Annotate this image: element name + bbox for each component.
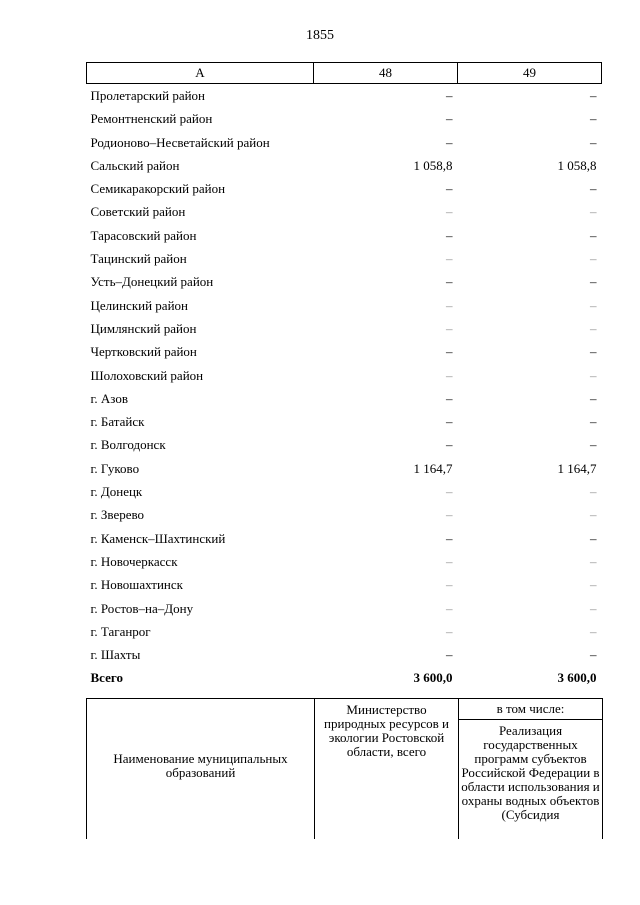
municipality-name: Цимлянский район — [90, 320, 197, 336]
municipality-name: г. Волгодонск — [90, 437, 166, 453]
municipality-name: г. Шахты — [90, 647, 141, 663]
value-col-49: – — [590, 600, 597, 616]
value-col-49: – — [590, 530, 597, 546]
municipality-name: г. Донецк — [90, 484, 143, 500]
value-col-49: – — [590, 88, 597, 103]
header-municipality-cell — [87, 699, 315, 839]
total-col-49: 3 600,0 — [557, 670, 597, 686]
municipality-name: Тацинский район — [90, 251, 187, 267]
municipality-name: г. Таганрог — [90, 623, 151, 639]
table-row — [87, 387, 602, 410]
table-row — [87, 224, 602, 247]
value-col-49: – — [590, 507, 597, 523]
value-col-49: – — [590, 437, 597, 453]
value-col-48: – — [446, 134, 453, 150]
table-row — [87, 294, 602, 317]
value-col-48: – — [446, 111, 453, 127]
value-col-49: – — [590, 204, 597, 220]
value-col-49: – — [590, 553, 597, 569]
municipality-name: г. Батайск — [90, 414, 145, 430]
value-col-49: 1 058,8 — [557, 157, 597, 173]
value-col-48: – — [446, 647, 453, 663]
table-row — [87, 107, 602, 130]
header-including-cell — [459, 699, 602, 839]
value-col-49: – — [590, 251, 597, 267]
total-label: Всего — [90, 670, 123, 686]
value-col-48: – — [446, 390, 453, 406]
municipality-name: Сальский район — [90, 157, 180, 173]
municipality-name: г. Новошахтинск — [90, 577, 183, 593]
table-row — [87, 177, 602, 200]
municipality-name: Шолоховский район — [90, 367, 204, 383]
table-row — [87, 573, 602, 596]
value-col-49: – — [590, 484, 597, 500]
value-col-49: – — [590, 344, 597, 360]
header-col-a: А — [87, 63, 314, 84]
value-col-49: – — [590, 390, 597, 406]
table-row — [87, 270, 602, 293]
table-row — [87, 480, 602, 503]
value-col-49: – — [590, 367, 597, 383]
value-col-48: – — [446, 367, 453, 383]
municipality-name: Усть–Донецкий район — [90, 274, 214, 290]
table-row — [87, 84, 602, 108]
value-col-48: 1 164,7 — [413, 460, 453, 476]
value-col-49: – — [590, 623, 597, 639]
value-col-48: – — [446, 553, 453, 569]
municipality-name: Ремонтненский район — [90, 111, 213, 127]
table-row — [87, 527, 602, 550]
municipality-name: Чертковский район — [90, 344, 197, 360]
value-col-48: – — [446, 484, 453, 500]
header-ministry-label: Министерство природных ресурсов и экологии Ростовской области, всего — [324, 702, 449, 759]
value-col-48: – — [446, 274, 453, 290]
value-col-49: – — [590, 320, 597, 336]
value-col-49: 1 164,7 — [557, 460, 597, 476]
value-col-48: – — [446, 181, 453, 197]
table-row — [87, 200, 602, 223]
value-col-48: – — [446, 344, 453, 360]
value-col-48: – — [446, 227, 453, 243]
value-col-48: – — [446, 88, 453, 103]
municipality-name: г. Гуково — [90, 460, 140, 476]
table-row — [87, 131, 602, 154]
municipality-name: г. Азов — [90, 390, 128, 406]
total-col-48: 3 600,0 — [413, 670, 453, 686]
next-table-header — [86, 698, 603, 839]
value-col-49: – — [590, 181, 597, 197]
table-header — [87, 63, 602, 84]
municipality-name: г. Новочеркасск — [90, 553, 178, 569]
table-row — [87, 597, 602, 620]
table-row — [87, 154, 602, 177]
value-col-48: – — [446, 623, 453, 639]
value-col-49: – — [590, 414, 597, 430]
value-col-48: – — [446, 437, 453, 453]
municipality-name: Тарасовский район — [90, 227, 197, 243]
municipality-name: г. Ростов–на–Дону — [90, 600, 194, 616]
value-col-49: – — [590, 647, 597, 663]
page-number: 1855 — [306, 28, 334, 43]
value-col-48: – — [446, 251, 453, 267]
value-col-48: – — [446, 600, 453, 616]
municipality-name: Родионово–Несветайский район — [90, 134, 270, 150]
header-ministry-cell — [315, 699, 459, 839]
table-row — [87, 550, 602, 573]
municipality-name: г. Зверево — [90, 507, 145, 523]
value-col-48: 1 058,8 — [413, 157, 453, 173]
municipality-name: Семикаракорский район — [90, 181, 226, 197]
value-col-48: – — [446, 577, 453, 593]
municipality-name: Пролетарский район — [90, 88, 206, 103]
value-col-48: – — [446, 204, 453, 220]
table-row — [87, 503, 602, 526]
table-body — [87, 84, 602, 690]
table-row — [87, 457, 602, 480]
value-col-49: – — [590, 227, 597, 243]
header-including-label: в том числе: — [459, 699, 602, 720]
value-col-49: – — [590, 274, 597, 290]
value-col-49: – — [590, 297, 597, 313]
value-col-49: – — [590, 111, 597, 127]
data-table — [86, 62, 602, 690]
table-row — [87, 340, 602, 363]
value-col-48: – — [446, 297, 453, 313]
municipality-name: Советский район — [90, 204, 186, 220]
table-row — [87, 364, 602, 387]
table-row — [87, 433, 602, 456]
header-col-49: 49 — [458, 63, 602, 84]
value-col-48: – — [446, 414, 453, 430]
value-col-48: – — [446, 320, 453, 336]
municipality-name: Целинский район — [90, 297, 188, 313]
total-row — [87, 666, 602, 689]
header-program-label: Реализация государственных программ субъектов Российской Федерации в области использования и охраны водных объектов (Субсидия — [461, 723, 600, 822]
table-row — [87, 410, 602, 433]
municipality-name: г. Каменск–Шахтинский — [90, 530, 226, 546]
table-row — [87, 247, 602, 270]
value-col-49: – — [590, 577, 597, 593]
value-col-48: – — [446, 530, 453, 546]
table-row — [87, 317, 602, 340]
value-col-49: – — [590, 134, 597, 150]
table-row — [87, 643, 602, 666]
value-col-48: – — [446, 507, 453, 523]
header-col-48: 48 — [314, 63, 458, 84]
table-row — [87, 620, 602, 643]
header-municipality-label: Наименование муниципальных образований — [113, 751, 288, 780]
